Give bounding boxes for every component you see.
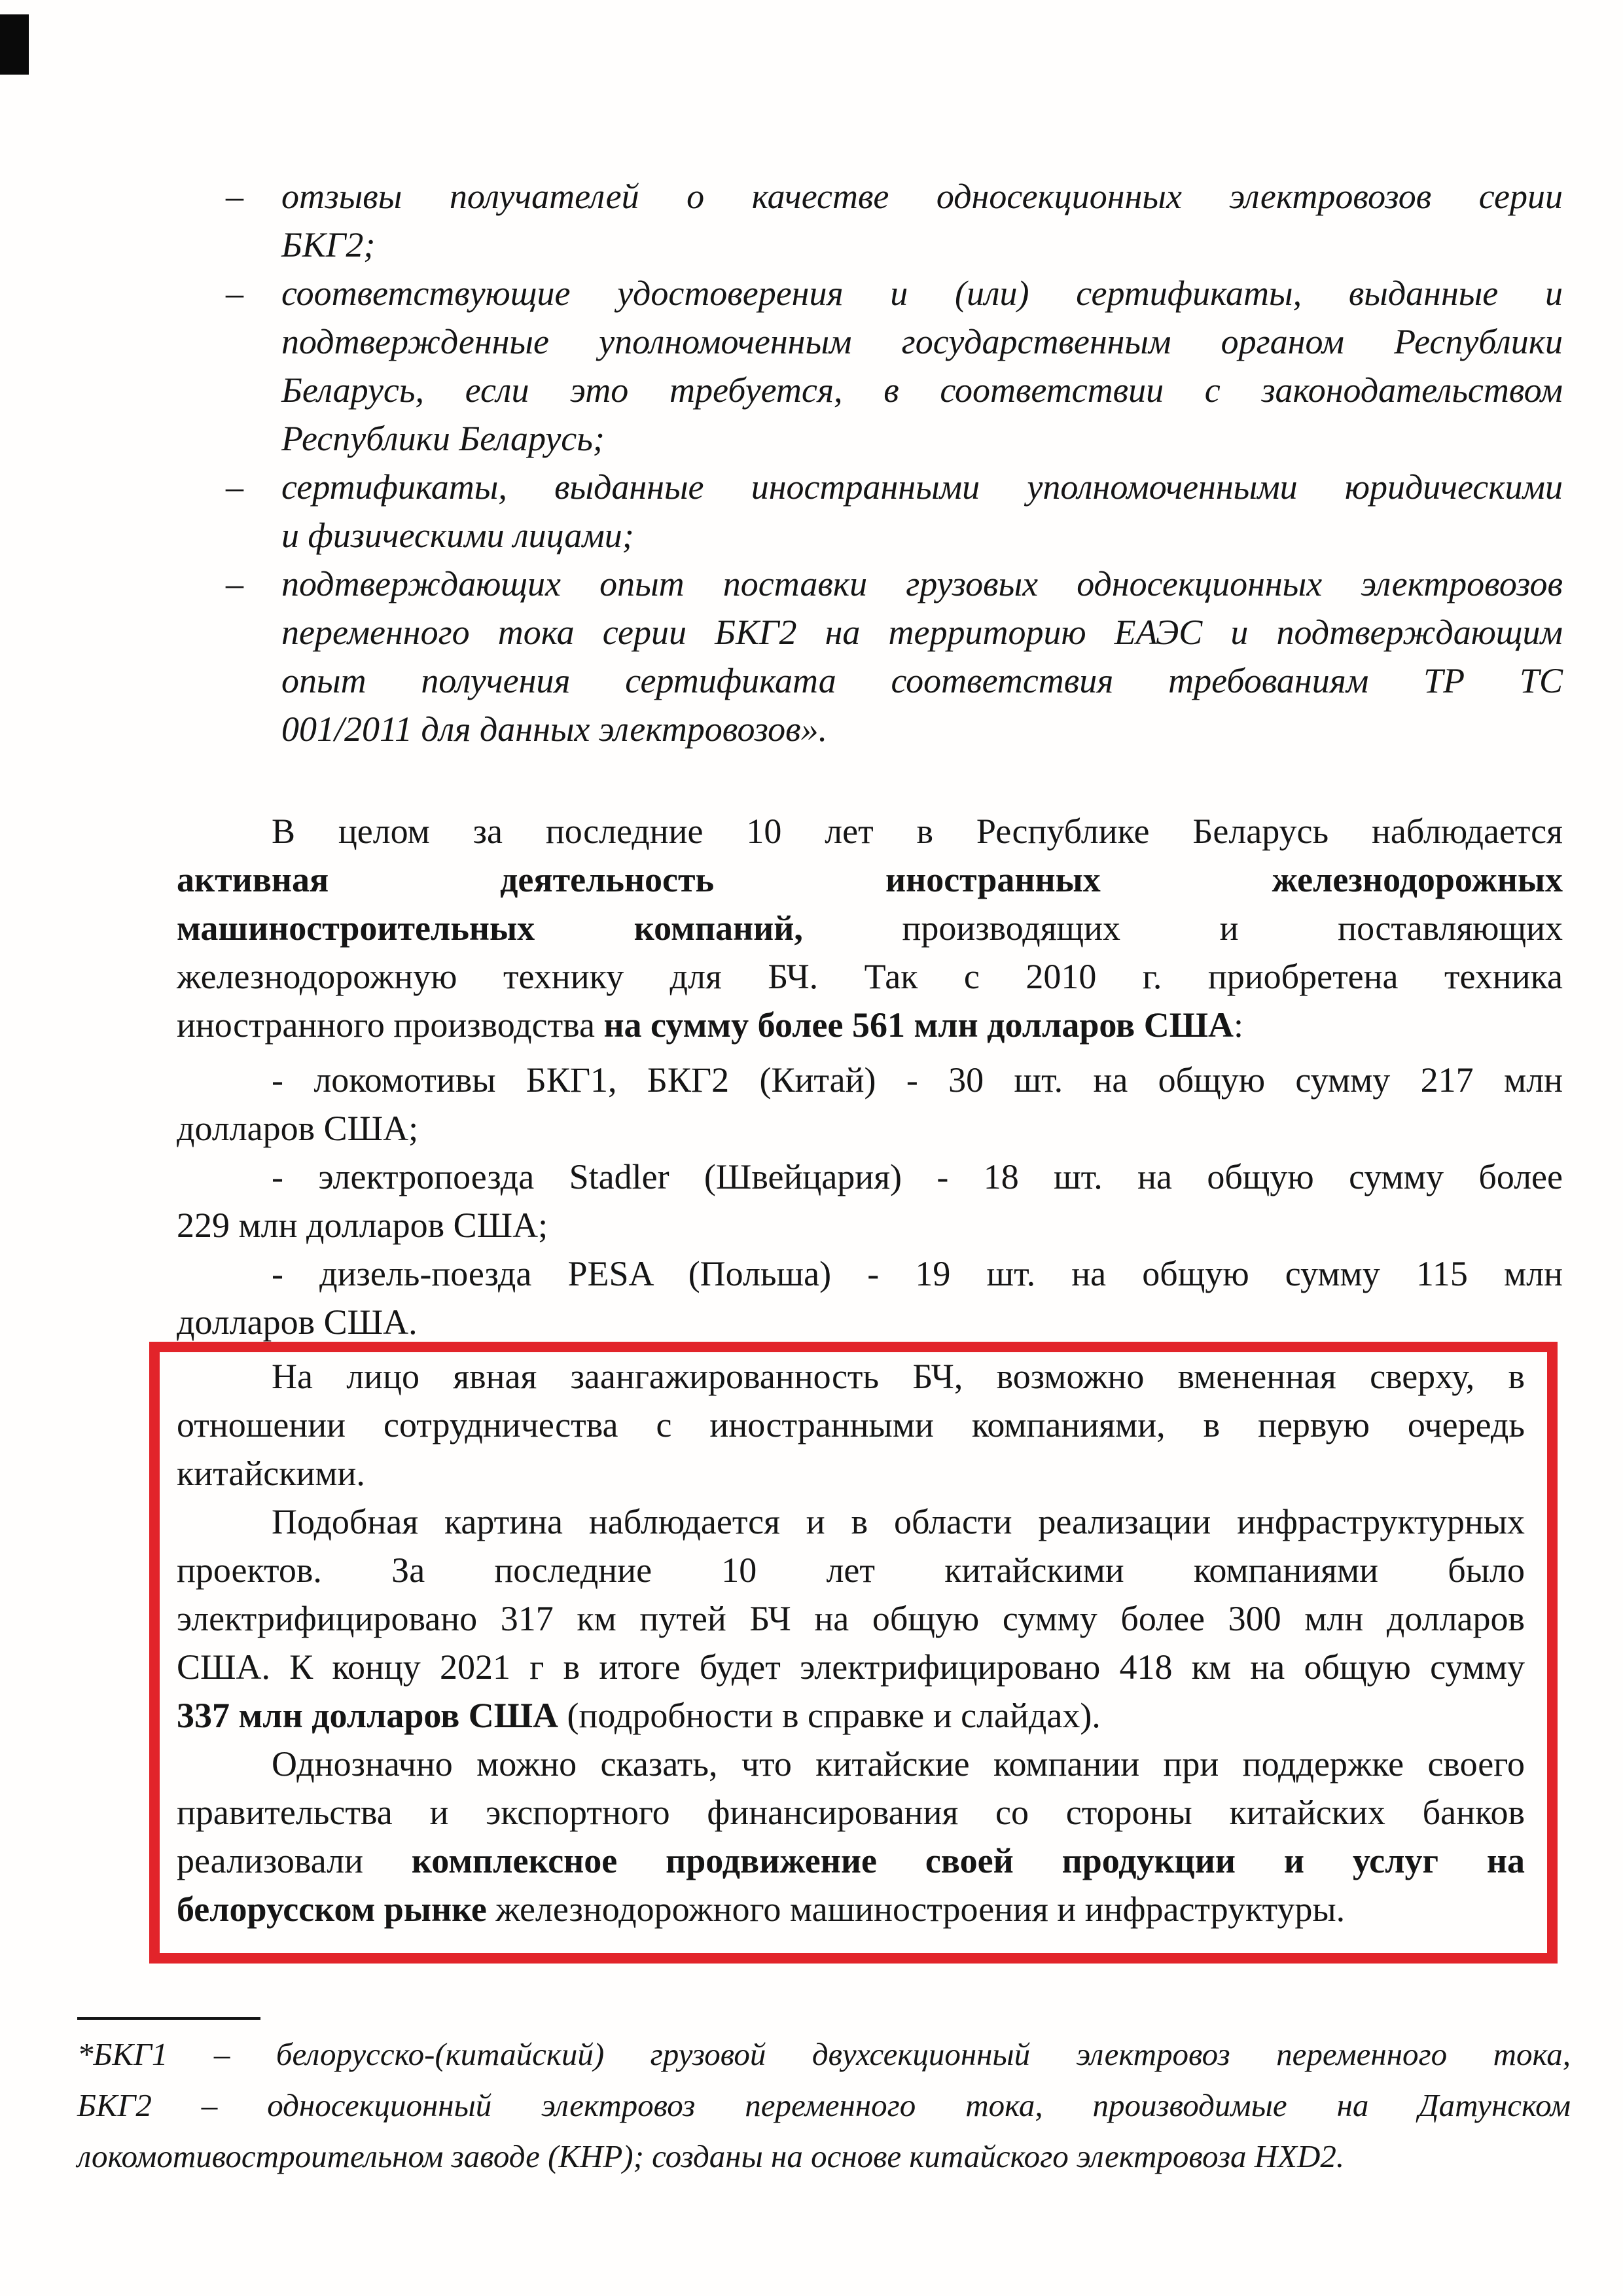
text-line: переменного тока серии БКГ2 на территорию ЕАЭС и подтверждающим — [281, 613, 1563, 652]
footnote-separator — [77, 2017, 260, 2020]
list-item — [226, 172, 1563, 269]
footnote — [77, 2017, 1571, 2182]
text-line — [177, 904, 1563, 952]
scan-artifact — [0, 14, 29, 75]
list-item — [177, 1153, 1563, 1249]
list-item — [226, 269, 1563, 463]
bullet-list — [226, 172, 1563, 753]
text-line: китайскими. — [177, 1454, 365, 1493]
text-line: - локомотивы БКГ1, БКГ2 (Китай) - 30 шт. на общую сумму 217 млн — [272, 1060, 1563, 1100]
text-line: Однозначно можно сказать, что китайские компании при поддержке своего — [272, 1744, 1525, 1784]
text-segment-bold: комплексное продвижение своей продукции и услуг на — [411, 1841, 1525, 1880]
text-line: Беларусь, если это требуется, в соответствии с законодательством — [281, 370, 1563, 410]
text-line: подтверждающих опыт поставки грузовых односекционных электровозов — [281, 564, 1563, 603]
purchases-list — [177, 1056, 1563, 1346]
body-block — [177, 807, 1563, 1346]
text-segment: производящих и поставляющих — [802, 908, 1563, 948]
text-line: - дизель-поезда PESA (Польша) - 19 шт. на общую сумму 115 млн — [272, 1254, 1563, 1293]
list-item — [226, 560, 1563, 753]
text-line: *БКГ1 – белорусско-(китайский) грузовой двухсекционный электровоз переменного тока, — [77, 2036, 1571, 2072]
text-line: БКГ2; — [281, 225, 376, 264]
bullet-dash: – — [226, 274, 243, 313]
list-item — [226, 463, 1563, 560]
text-line: Республики Беларусь; — [281, 419, 605, 458]
text-line: 001/2011 для данных электровозов». — [281, 709, 828, 749]
text-line: долларов США. — [177, 1302, 418, 1342]
text-line: долларов США; — [177, 1109, 419, 1148]
text-segment: реализовали — [177, 1841, 412, 1880]
text-line: БКГ2 – односекционный электровоз переменного тока, производимые на Датунском — [77, 2087, 1571, 2123]
text-segment-bold: на сумму более 561 млн долларов США — [603, 1005, 1234, 1045]
text-line — [177, 1001, 1563, 1049]
text-line: проектов. За последние 10 лет китайскими компаниями было — [177, 1551, 1525, 1590]
text-line: - электропоезда Stadler (Швейцария) - 18 шт. на общую сумму более — [272, 1157, 1563, 1196]
text-line: Подобная картина наблюдается и в области реализации инфраструктурных — [272, 1502, 1525, 1541]
text-segment-bold: машиностроительных компаний, — [177, 908, 803, 948]
text-line: локомотивостроительном заводе (КНР); созданы на основе китайского электровоза HXD2. — [77, 2138, 1345, 2174]
highlight-paragraph — [177, 1740, 1525, 1933]
text-line: железнодорожную технику для БЧ. Так с 2010 г. приобретена техника — [177, 957, 1563, 996]
text-line: 229 млн долларов США; — [177, 1206, 548, 1245]
list-item — [177, 1249, 1563, 1346]
list-item — [177, 1056, 1563, 1153]
text-line — [177, 1837, 1525, 1885]
footnote-text — [77, 2029, 1571, 2182]
text-line — [177, 855, 1563, 904]
highlight-paragraph — [177, 1498, 1525, 1740]
text-line: опыт получения сертификата соответствия требованиям ТР ТС — [281, 661, 1563, 700]
text-line — [177, 1885, 1525, 1933]
text-line: На лицо явная заангажированность БЧ, возможно вмененная сверху, в — [272, 1357, 1525, 1396]
text-segment-bold: активная деятельность иностранных железнодорожных — [177, 860, 1563, 899]
bullet-dash: – — [226, 467, 243, 507]
text-line: подтвержденные уполномоченным государственным органом Республики — [281, 322, 1563, 361]
text-segment: : — [1234, 1005, 1244, 1045]
text-line: правительства и экспортного финансирования со стороны китайских банков — [177, 1793, 1525, 1832]
text-line: отношении сотрудничества с иностранными компаниями, в первую очередь — [177, 1405, 1525, 1444]
text-line: электрифицировано 317 км путей БЧ на общую сумму более 300 млн долларов — [177, 1599, 1525, 1638]
bullet-dash: – — [226, 564, 243, 603]
highlight-paragraph — [177, 1352, 1525, 1498]
bullet-dash: – — [226, 177, 243, 216]
text-line: и физическими лицами; — [281, 516, 634, 555]
text-line: США. К концу 2021 г в итоге будет электрифицировано 418 км на общую сумму — [177, 1647, 1525, 1687]
paragraph-overview — [177, 807, 1563, 1049]
text-segment-bold: 337 млн долларов США — [177, 1696, 559, 1735]
text-line — [177, 1691, 1525, 1740]
text-line: отзывы получателей о качестве односекционных электровозов серии — [281, 177, 1563, 216]
text-segment: (подробности в справке и слайдах). — [558, 1696, 1101, 1735]
text-segment-bold: белорусском рынке — [177, 1890, 487, 1929]
text-segment: железнодорожного машиностроения и инфраструктуры. — [486, 1890, 1346, 1929]
text-segment: иностранного производства — [177, 1005, 604, 1045]
text-line: сертификаты, выданные иностранными уполномоченными юридическими — [281, 467, 1563, 507]
highlight-box — [149, 1342, 1558, 1964]
text-line: В целом за последние 10 лет в Республике Беларусь наблюдается — [272, 812, 1563, 851]
text-line: соответствующие удостоверения и (или) сертификаты, выданные и — [281, 274, 1563, 313]
